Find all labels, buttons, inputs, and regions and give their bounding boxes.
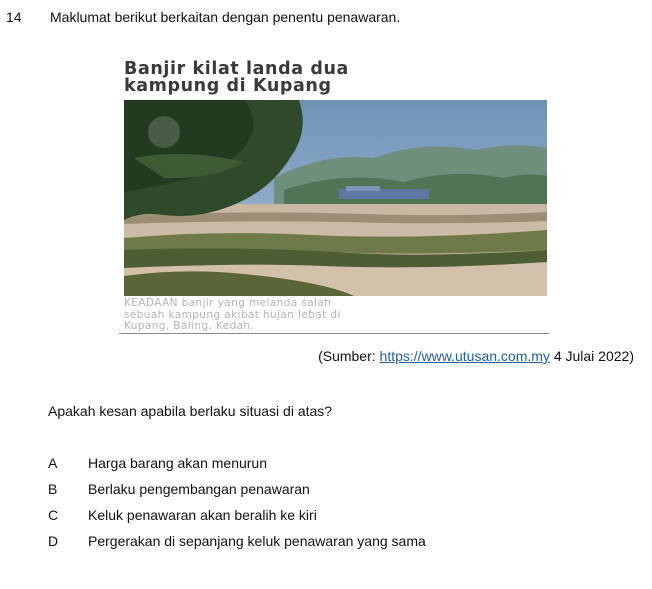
question-prompt: Apakah kesan apabila berlaku situasi di atas? <box>48 403 333 419</box>
news-caption <box>124 298 547 333</box>
question-number: 14 <box>6 9 22 25</box>
caption-divider <box>119 333 549 334</box>
flood-photo <box>124 100 547 296</box>
option-letter: D <box>48 533 59 549</box>
news-headline <box>124 61 349 95</box>
option-letter: C <box>48 507 59 523</box>
source-date: 4 Julai 2022) <box>549 348 634 364</box>
news-caption-line: sebuah kampung akibat hujan lebat di <box>124 308 341 321</box>
question-intro: Maklumat berikut berkaitan dengan penentu penawaran. <box>50 9 401 25</box>
source-prefix: (Sumber: <box>318 348 380 364</box>
source-citation <box>318 348 634 364</box>
option-text: Berlaku pengembangan penawaran <box>88 481 310 497</box>
option-text: Pergerakan di sepanjang keluk penawaran yang sama <box>88 533 426 549</box>
news-caption-line: Kupang, Baling, Kedah. <box>124 320 255 332</box>
news-caption-line: KEADAAN banjir yang melanda salah <box>124 297 332 309</box>
news-headline-line: kampung di Kupang <box>124 76 332 96</box>
option-text: Keluk penawaran akan beralih ke kiri <box>88 507 317 523</box>
source-link[interactable]: https://www.utusan.com.my <box>379 348 550 364</box>
option-letter: B <box>48 481 58 497</box>
news-headline-line: Banjir kilat landa dua <box>124 59 349 79</box>
option-text: Harga barang akan menurun <box>88 455 268 471</box>
option-letter: A <box>48 455 58 471</box>
